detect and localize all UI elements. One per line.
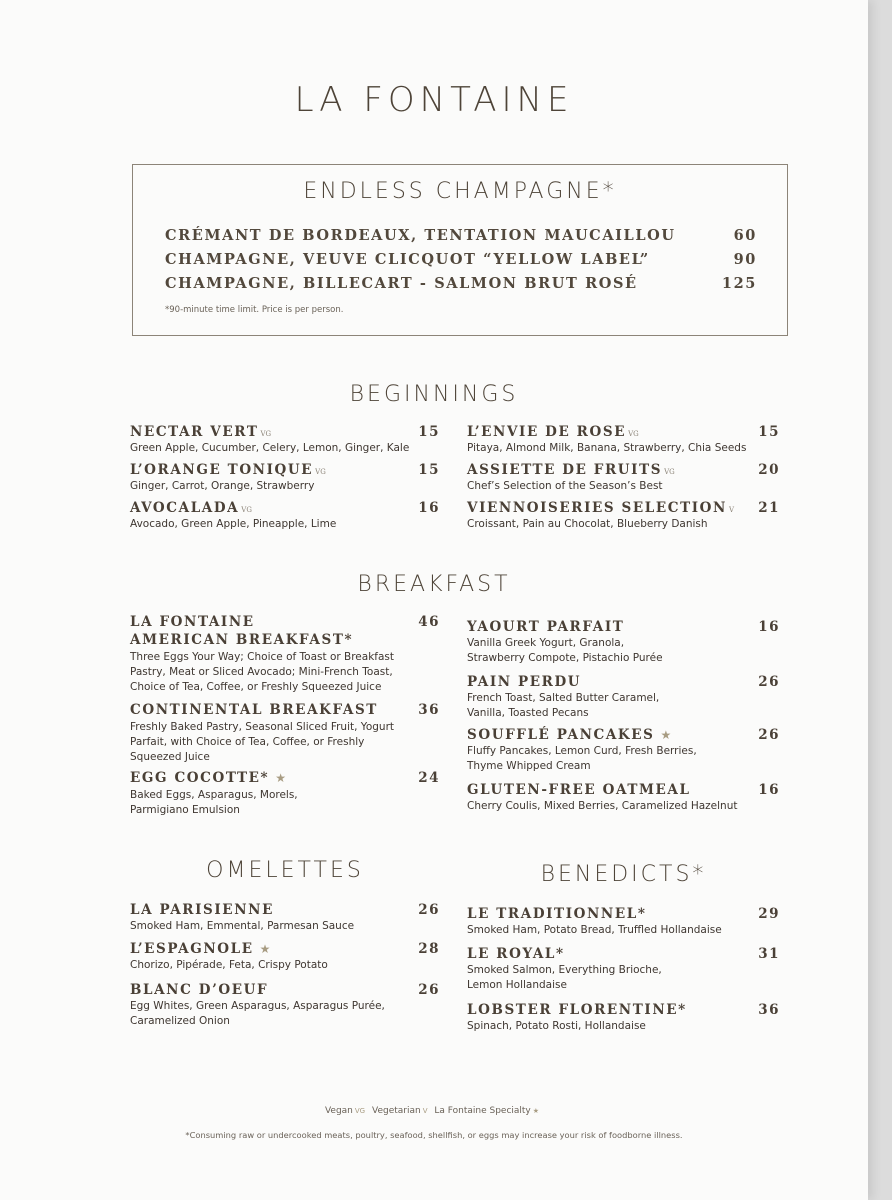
item-price: 46 bbox=[418, 614, 440, 630]
wine-name: CHAMPAGNE, BILLECART - SALMON BRUT ROSÉ bbox=[165, 275, 638, 292]
legend-vegan-label: Vegan bbox=[324, 1106, 353, 1116]
item-price: 16 bbox=[758, 619, 780, 635]
item-description: Smoked Salmon, Everything Brioche, bbox=[467, 964, 662, 976]
item-name: L’ORANGE TONIQUE bbox=[130, 462, 314, 478]
item-description: Spinach, Potato Rosti, Hollandaise bbox=[467, 1020, 646, 1032]
item-name: PAIN PERDU bbox=[467, 674, 582, 690]
item-description: Cherry Coulis, Mixed Berries, Caramelized Hazelnut bbox=[467, 800, 738, 812]
champagne-box bbox=[132, 164, 788, 336]
item-name: AVOCALADA bbox=[130, 500, 240, 516]
item-price: 26 bbox=[418, 902, 440, 918]
item-description: Thyme Whipped Cream bbox=[467, 760, 591, 772]
item-price: 15 bbox=[418, 462, 440, 478]
wine-name: CHAMPAGNE, VEUVE CLICQUOT “YELLOW LABEL” bbox=[165, 251, 650, 268]
item-description: Three Eggs Your Way; Choice of Toast or Breakfast bbox=[130, 651, 395, 663]
legend-vegan-mark: VG bbox=[354, 1107, 366, 1115]
item-description: Egg Whites, Green Asparagus, Asparagus Purée, bbox=[130, 1000, 385, 1012]
wine-price: 90 bbox=[733, 251, 757, 268]
restaurant-title: LA FONTAINE bbox=[294, 80, 574, 120]
item-name: ASSIETTE DE FRUITS bbox=[467, 462, 663, 478]
item-description: Pastry, Meat or Sliced Avocado; Mini-French Toast, bbox=[130, 666, 393, 678]
item-price: 36 bbox=[758, 1002, 780, 1018]
item-name: L’ENVIE DE ROSE bbox=[467, 424, 627, 440]
item-description: Croissant, Pain au Chocolat, Blueberry Danish bbox=[467, 518, 708, 530]
wine-name: CRÉMANT DE BORDEAUX, TENTATION MAUCAILLOU bbox=[165, 227, 676, 244]
item-name: GLUTEN-FREE OATMEAL bbox=[467, 782, 691, 798]
item-description: Chef’s Selection of the Season’s Best bbox=[467, 480, 663, 492]
item-description: Ginger, Carrot, Orange, Strawberry bbox=[130, 480, 315, 492]
item-description: Caramelized Onion bbox=[130, 1015, 230, 1027]
champagne-title: ENDLESS CHAMPAGNE* bbox=[303, 179, 617, 204]
item-price: 26 bbox=[758, 674, 780, 690]
vegan-mark: VG bbox=[664, 468, 675, 476]
item-price: 29 bbox=[758, 906, 780, 922]
item-name: LE ROYAL* bbox=[467, 946, 565, 962]
specialty-star-icon: ★ bbox=[275, 771, 288, 785]
dietary-legend bbox=[0, 1106, 868, 1116]
section-title-omelettes: OMELETTES bbox=[206, 858, 364, 883]
item-description: Freshly Baked Pastry, Seasonal Sliced Fruit, Yogurt bbox=[130, 721, 394, 733]
item-name: NECTAR VERT bbox=[130, 424, 259, 440]
item-name: YAOURT PARFAIT bbox=[467, 619, 625, 635]
item-description: Choice of Tea, Coffee, or Freshly Squeezed Juice bbox=[130, 681, 382, 693]
item-price: 26 bbox=[418, 982, 440, 998]
item-price: 15 bbox=[418, 424, 440, 440]
item-name: EGG COCOTTE* bbox=[130, 770, 270, 786]
item-price: 28 bbox=[418, 941, 440, 957]
section-title-benedicts: BENEDICTS* bbox=[540, 862, 707, 887]
item-description: Vanilla Greek Yogurt, Granola, bbox=[467, 637, 625, 649]
vegan-mark: VG bbox=[241, 506, 252, 514]
item-description: Parmigiano Emulsion bbox=[130, 804, 240, 816]
item-description: Vanilla, Toasted Pecans bbox=[467, 707, 589, 719]
item-name: BLANC D’OEUF bbox=[130, 982, 269, 998]
item-description: Squeezed Juice bbox=[130, 751, 210, 763]
item-name: VIENNOISERIES SELECTION bbox=[467, 500, 727, 516]
item-price: 36 bbox=[418, 702, 440, 718]
item-description: Fluffy Pancakes, Lemon Curd, Fresh Berries, bbox=[467, 745, 697, 757]
item-description: Parfait, with Choice of Tea, Coffee, or Freshly bbox=[130, 736, 365, 748]
vegan-mark: VG bbox=[628, 430, 639, 438]
item-price: 24 bbox=[418, 770, 440, 786]
item-description: Chorizo, Pipérade, Feta, Crispy Potato bbox=[130, 959, 328, 971]
item-description: Strawberry Compote, Pistachio Purée bbox=[467, 652, 663, 664]
legend-vegetarian-label: Vegetarian bbox=[371, 1106, 421, 1116]
item-price: 15 bbox=[758, 424, 780, 440]
wine-price: 125 bbox=[721, 275, 757, 292]
item-name: CONTINENTAL BREAKFAST bbox=[130, 702, 378, 718]
vegan-mark: VG bbox=[260, 430, 272, 438]
item-name-line-2: AMERICAN BREAKFAST* bbox=[130, 632, 354, 648]
section-title-breakfast: BREAKFAST bbox=[357, 572, 511, 597]
item-price: 21 bbox=[758, 500, 780, 516]
item-name: SOUFFLÉ PANCAKES bbox=[467, 727, 655, 743]
item-price: 16 bbox=[758, 782, 780, 798]
item-price: 31 bbox=[758, 946, 780, 962]
champagne-note: *90-minute time limit. Price is per person. bbox=[165, 305, 344, 315]
item-description: Smoked Ham, Emmental, Parmesan Sauce bbox=[130, 920, 355, 932]
vegetarian-mark: V bbox=[728, 506, 735, 514]
item-name: LA PARISIENNE bbox=[130, 902, 274, 918]
item-description: Avocado, Green Apple, Pineapple, Lime bbox=[130, 518, 337, 530]
legend-vegetarian-mark: V bbox=[422, 1107, 428, 1115]
legend-star-icon: ★ bbox=[532, 1107, 540, 1115]
food-safety-disclaimer: *Consuming raw or undercooked meats, poultry, seafood, shellfish, or eggs may increase your risk of foodborne illness. bbox=[185, 1130, 683, 1140]
item-price: 16 bbox=[418, 500, 440, 516]
item-description: Green Apple, Cucumber, Celery, Lemon, Ginger, Kale bbox=[130, 442, 410, 454]
legend-specialty-label: La Fontaine Specialty bbox=[434, 1106, 531, 1116]
item-name: LA FONTAINE bbox=[130, 614, 255, 630]
item-description: Smoked Ham, Potato Bread, Truffled Hollandaise bbox=[467, 924, 722, 936]
section-title-beginnings: BEGINNINGS bbox=[349, 382, 519, 407]
wine-price: 60 bbox=[733, 227, 757, 244]
specialty-star-icon: ★ bbox=[259, 942, 273, 956]
item-description: Pitaya, Almond Milk, Banana, Strawberry, Chia Seeds bbox=[467, 442, 747, 454]
item-description: Lemon Hollandaise bbox=[467, 979, 567, 991]
item-description: Baked Eggs, Asparagus, Morels, bbox=[130, 789, 298, 801]
item-name: LE TRADITIONNEL* bbox=[467, 906, 647, 922]
item-price: 20 bbox=[758, 462, 780, 478]
item-name: LOBSTER FLORENTINE* bbox=[467, 1002, 687, 1018]
specialty-star-icon: ★ bbox=[660, 728, 673, 742]
vegan-mark: VG bbox=[315, 468, 326, 476]
item-name: L’ESPAGNOLE bbox=[130, 941, 254, 957]
item-price: 26 bbox=[758, 727, 780, 743]
item-description: French Toast, Salted Butter Caramel, bbox=[467, 692, 660, 704]
